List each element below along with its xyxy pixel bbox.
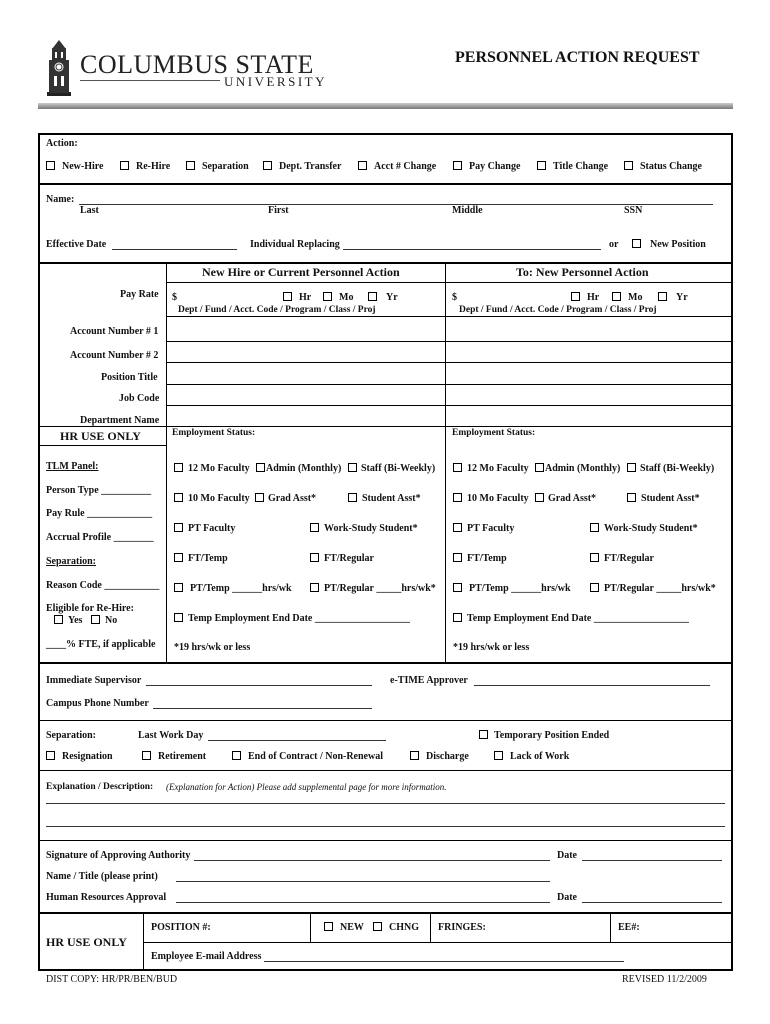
- discharge-label: Discharge: [426, 751, 469, 762]
- option-label: Student Asst*: [362, 493, 421, 504]
- checkbox-new-position[interactable]: [632, 239, 641, 248]
- pay-rule-label[interactable]: Pay Rule _____________: [46, 508, 153, 519]
- pay-rate-label: Pay Rate: [120, 289, 159, 300]
- action-option-label: Re-Hire: [136, 161, 171, 172]
- checkbox-ft-regular[interactable]: [310, 553, 319, 562]
- chng-label: CHNG: [389, 922, 419, 933]
- option-label: 12 Mo Faculty: [188, 463, 250, 474]
- checkbox-staff-biweekly[interactable]: [348, 463, 357, 472]
- checkbox-resignation[interactable]: [46, 751, 55, 760]
- hr-date-field[interactable]: [582, 902, 722, 903]
- hr-use-only-footer: HR USE ONLY: [46, 935, 127, 949]
- option-label: FT/Temp: [188, 553, 228, 564]
- rehire-no-label: No: [105, 615, 118, 626]
- hr-use-only-label: HR USE ONLY: [60, 429, 141, 443]
- logo-name: COLUMBUS STATE: [80, 50, 314, 79]
- checkbox-10mo-faculty[interactable]: [174, 493, 183, 502]
- resignation-label: Resignation: [62, 751, 113, 762]
- checkbox-pt-regular[interactable]: [310, 583, 319, 592]
- option-label: 12 Mo Faculty: [467, 463, 529, 474]
- action-label: Action:: [46, 138, 78, 149]
- checkbox-pt-temp[interactable]: [174, 583, 183, 592]
- checkbox-re-hire[interactable]: [120, 161, 129, 170]
- action-option-label: Status Change: [640, 161, 702, 172]
- checkbox-lack-of-work[interactable]: [494, 751, 503, 760]
- header-divider: [38, 103, 733, 109]
- checkbox-grad-asst[interactable]: [535, 493, 544, 502]
- action-option-label: Acct # Change: [374, 161, 437, 172]
- checkbox-mo-new[interactable]: [612, 292, 621, 301]
- option-label: FT/Temp: [467, 553, 507, 564]
- approving-authority-field[interactable]: [194, 860, 550, 861]
- option-label: 10 Mo Faculty: [467, 493, 529, 504]
- footnote: *19 hrs/wk or less: [174, 642, 251, 653]
- rehire-yes-label: Yes: [68, 615, 83, 626]
- name-last-label: Last: [80, 205, 99, 216]
- option-label: Work-Study Student*: [324, 523, 418, 534]
- name-label: Name:: [46, 194, 75, 205]
- option-label: 10 Mo Faculty: [188, 493, 250, 504]
- action-option-label: New-Hire: [62, 161, 104, 172]
- checkbox-12mo-faculty[interactable]: [174, 463, 183, 472]
- dept-fund-line-current: Dept / Fund / Acct. Code / Program / Class / Proj: [178, 305, 376, 315]
- dollar-sign: $: [452, 292, 457, 303]
- checkbox-new[interactable]: [324, 922, 333, 931]
- explanation-line-1[interactable]: [46, 803, 725, 804]
- effective-date-field[interactable]: [112, 249, 237, 250]
- checkbox-rehire-yes[interactable]: [54, 615, 63, 624]
- checkbox-work-study[interactable]: [310, 523, 319, 532]
- accrual-profile-label[interactable]: Accrual Profile ________: [46, 532, 154, 543]
- name-first-label: First: [268, 205, 289, 216]
- tlm-panel-label: TLM Panel:: [46, 461, 99, 472]
- campus-phone-field[interactable]: [153, 708, 372, 709]
- campus-phone-label: Campus Phone Number: [46, 698, 149, 709]
- checkbox-yr-new[interactable]: [658, 292, 667, 301]
- new-position-label: New Position: [650, 239, 706, 250]
- fringes-label: FRINGES:: [438, 922, 486, 933]
- checkbox-separation[interactable]: [186, 161, 195, 170]
- checkbox-pt-faculty[interactable]: [453, 523, 462, 532]
- approving-date-label: Date: [557, 850, 577, 861]
- option-label: PT/Regular _____hrs/wk*: [604, 583, 716, 594]
- explanation-label: Explanation / Description:: [46, 782, 154, 792]
- university-logo: [44, 40, 327, 96]
- new-label: NEW: [340, 922, 364, 933]
- option-label: FT/Regular: [324, 553, 374, 564]
- separation-hr-label: Separation:: [46, 556, 96, 567]
- option-label: Temp Employment End Date ___________________: [467, 613, 689, 624]
- checkbox-retirement[interactable]: [142, 751, 151, 760]
- checkbox-mo-current[interactable]: [323, 292, 332, 301]
- action-option-label: Separation: [202, 161, 249, 172]
- checkbox-discharge[interactable]: [410, 751, 419, 760]
- checkbox-admin-monthly[interactable]: [535, 463, 544, 472]
- person-type-label[interactable]: Person Type __________: [46, 485, 152, 496]
- individual-replacing-field[interactable]: [343, 249, 601, 250]
- checkbox-acct-change[interactable]: [358, 161, 367, 170]
- retirement-label: Retirement: [158, 751, 207, 762]
- approving-authority-label: Signature of Approving Authority: [46, 850, 191, 861]
- form-title: PERSONNEL ACTION REQUEST: [455, 49, 700, 66]
- option-label: Staff (Bi-Weekly): [361, 463, 436, 474]
- effective-date-label: Effective Date: [46, 239, 107, 250]
- reason-code-label[interactable]: Reason Code ___________: [46, 580, 160, 591]
- checkbox-chng[interactable]: [373, 922, 382, 931]
- employment-status-new: Employment Status:: [452, 428, 536, 438]
- etime-approver-field[interactable]: [474, 685, 710, 686]
- hr-approval-label: Human Resources Approval: [46, 892, 167, 903]
- hr-label: Hr: [299, 292, 312, 303]
- checkbox-hr-current[interactable]: [283, 292, 292, 301]
- eligible-rehire-label: Eligible for Re-Hire:: [46, 603, 134, 614]
- checkbox-title-change[interactable]: [537, 161, 546, 170]
- yr-label: Yr: [676, 292, 688, 303]
- ee-label: EE#:: [618, 922, 640, 933]
- checkbox-status-change[interactable]: [624, 161, 633, 170]
- name-middle-label: Middle: [452, 205, 483, 216]
- checkbox-student-asst[interactable]: [627, 493, 636, 502]
- option-label: Temp Employment End Date ___________________: [188, 613, 410, 624]
- checkbox-pt-faculty[interactable]: [174, 523, 183, 532]
- employment-status-current: Employment Status:: [172, 428, 256, 438]
- separation-label: Separation:: [46, 730, 96, 741]
- hr-label: Hr: [587, 292, 600, 303]
- department-name-label: Department Name: [80, 415, 160, 426]
- yr-label: Yr: [386, 292, 398, 303]
- mo-label: Mo: [628, 292, 643, 303]
- option-label: Student Asst*: [641, 493, 700, 504]
- job-code-label: Job Code: [119, 393, 160, 404]
- explanation-hint: (Explanation for Action) Please add supplemental page for more information.: [166, 782, 447, 792]
- dist-copy: DIST COPY: HR/PR/BEN/BUD: [46, 974, 178, 985]
- option-label: Staff (Bi-Weekly): [640, 463, 715, 474]
- checkbox-hr-new[interactable]: [571, 292, 580, 301]
- logo-sub: UNIVERSITY: [224, 74, 327, 89]
- checkbox-ft-temp[interactable]: [453, 553, 462, 562]
- dept-fund-line-new: Dept / Fund / Acct. Code / Program / Class / Proj: [459, 305, 657, 315]
- checkbox-grad-asst[interactable]: [255, 493, 264, 502]
- option-label: PT/Temp ______hrs/wk: [469, 583, 571, 594]
- immediate-supervisor-label: Immediate Supervisor: [46, 675, 142, 686]
- lack-of-work-label: Lack of Work: [510, 751, 570, 762]
- employee-email-field[interactable]: [264, 961, 624, 962]
- position-number-label: POSITION #:: [151, 922, 211, 933]
- approving-date-field[interactable]: [582, 860, 722, 861]
- name-field-line[interactable]: [79, 204, 713, 205]
- dollar-sign: $: [172, 292, 177, 303]
- employee-email-label: Employee E-mail Address: [151, 951, 262, 962]
- checkbox-pt-regular[interactable]: [590, 583, 599, 592]
- last-work-day-field[interactable]: [208, 740, 386, 741]
- hr-date-label: Date: [557, 892, 577, 903]
- explanation-line-2[interactable]: [46, 826, 725, 827]
- checkbox-staff-biweekly[interactable]: [627, 463, 636, 472]
- option-label: PT Faculty: [467, 523, 515, 534]
- option-label: Admin (Monthly): [545, 463, 621, 474]
- option-label: Grad Asst*: [548, 493, 597, 504]
- account-number-1-label: Account Number # 1: [70, 326, 159, 337]
- col2-header: To: New Personnel Action: [516, 265, 649, 279]
- option-label: FT/Regular: [604, 553, 654, 564]
- checkbox-temp-end-date[interactable]: [453, 613, 462, 622]
- account-number-2-label: Account Number # 2: [70, 350, 159, 361]
- clock-tower-icon: [44, 40, 74, 96]
- checkbox-pt-temp[interactable]: [453, 583, 462, 592]
- checkbox-10mo-faculty[interactable]: [453, 493, 462, 502]
- etime-approver-label: e-TIME Approver: [390, 675, 468, 686]
- checkbox-dept-transfer[interactable]: [263, 161, 272, 170]
- option-label: Work-Study Student*: [604, 523, 698, 534]
- checkbox-new-hire[interactable]: [46, 161, 55, 170]
- checkbox-end-of-contract[interactable]: [232, 751, 241, 760]
- checkbox-12mo-faculty[interactable]: [453, 463, 462, 472]
- mo-label: Mo: [339, 292, 354, 303]
- or-label: or: [609, 239, 619, 250]
- checkbox-admin-monthly[interactable]: [256, 463, 265, 472]
- checkbox-temp-end-date[interactable]: [174, 613, 183, 622]
- action-option-label: Pay Change: [469, 161, 521, 172]
- option-label: Admin (Monthly): [266, 463, 342, 474]
- footnote: *19 hrs/wk or less: [453, 642, 530, 653]
- checkbox-yr-current[interactable]: [368, 292, 377, 301]
- immediate-supervisor-field[interactable]: [146, 685, 372, 686]
- last-work-day-label: Last Work Day: [138, 730, 204, 741]
- checkbox-ft-temp[interactable]: [174, 553, 183, 562]
- action-option-label: Title Change: [553, 161, 609, 172]
- option-label: PT/Temp ______hrs/wk: [190, 583, 292, 594]
- col1-header: New Hire or Current Personnel Action: [202, 265, 400, 279]
- option-label: Grad Asst*: [268, 493, 317, 504]
- position-title-label: Position Title: [101, 372, 158, 383]
- hr-approval-field[interactable]: [176, 902, 550, 903]
- name-ssn-label: SSN: [624, 205, 643, 216]
- fte-label[interactable]: ____% FTE, if applicable: [46, 639, 156, 650]
- option-label: PT Faculty: [188, 523, 236, 534]
- revised-date: REVISED 11/2/2009: [622, 974, 707, 985]
- checkbox-temp-position-ended[interactable]: [479, 730, 488, 739]
- checkbox-work-study[interactable]: [590, 523, 599, 532]
- end-of-contract-label: End of Contract / Non-Renewal: [248, 751, 383, 762]
- checkbox-student-asst[interactable]: [348, 493, 357, 502]
- form-frame: [38, 133, 733, 971]
- checkbox-rehire-no[interactable]: [91, 615, 100, 624]
- name-title-field[interactable]: [176, 881, 550, 882]
- action-option-label: Dept. Transfer: [279, 161, 342, 172]
- temp-position-ended-label: Temporary Position Ended: [494, 730, 610, 741]
- name-title-label: Name / Title (please print): [46, 871, 158, 882]
- option-label: PT/Regular _____hrs/wk*: [324, 583, 436, 594]
- checkbox-ft-regular[interactable]: [590, 553, 599, 562]
- individual-replacing-label: Individual Replacing: [250, 239, 340, 250]
- checkbox-pay-change[interactable]: [453, 161, 462, 170]
